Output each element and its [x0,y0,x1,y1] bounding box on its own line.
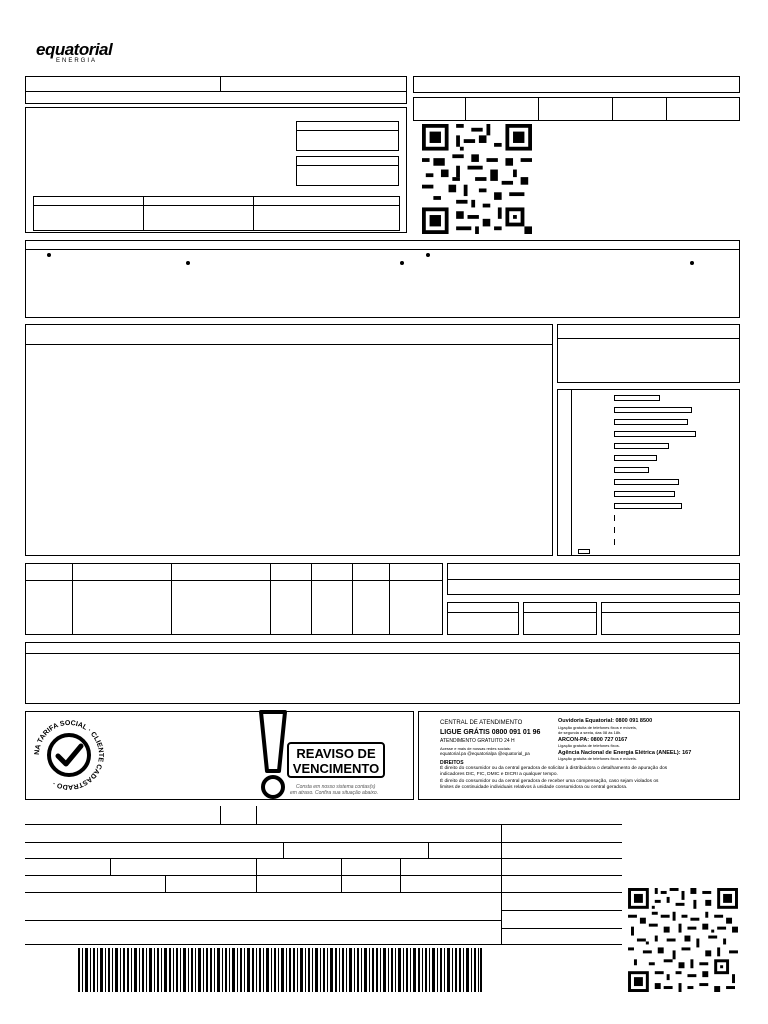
history-bar [614,419,688,425]
tarifa-social-seal [30,716,108,794]
bullet-marker [426,253,430,257]
reaviso-note-1: Consta em nosso sistema contas(s) [296,784,376,790]
reaviso-label [287,742,385,778]
tax-field-c [601,602,740,635]
history-bar [614,455,657,461]
meter-readings-table [25,563,443,635]
messages-box [25,642,740,704]
svg-text:NA TARIFA SOCIAL · CLIENTE CAD: NA TARIFA SOCIAL · CLIENTE CADASTRADO · [33,719,105,791]
direitos-text-3: É direito do consumidor ou da central geradora de receber uma compensação, caso sejam violados os [440,779,659,784]
direitos-text-2: indicadores DIC, FIC, DMIC e DICRI a qualquer tempo. [440,772,558,777]
arcon-note: Ligação gratuita de telefones fixos. [558,743,620,748]
ouvidoria-title: Ouvidoria Equatorial: 0800 091 8500 [558,718,653,724]
direitos-title: DIREITOS [440,760,464,766]
payment-qr-code [628,888,738,992]
info-subtable [33,196,400,231]
total-box [557,324,740,383]
pix-qr-code [419,124,535,234]
aneel-title: Agência Nacional de Energia Elétrica (ANEEL): 167 [558,750,692,756]
history-bar [614,395,660,401]
logo-subtitle: ENERGIA [56,58,98,64]
history-bar [614,467,649,473]
equatorial-logo [34,40,124,68]
bullet-marker [400,261,404,265]
payment-barcode [78,948,482,992]
history-bar [614,443,669,449]
reaviso-title-2: VENCIMENTO [292,761,380,776]
billing-items-box [25,324,553,556]
history-bar [614,431,696,437]
history-bar [578,549,590,554]
tax-field-a [447,602,519,635]
reaviso-title-1: REAVISO DE [296,746,376,761]
arcon-title: ARCON-PA: 0800 727 0167 [558,737,628,743]
central-title: CENTRAL DE ATENDIMENTO [440,720,523,726]
direitos-text-4: limites de continuidade individuais relativos à unidade consumidora ou central geradora. [440,785,628,790]
history-bar [614,479,679,485]
reaviso-note-2: em atraso. Confira sua situação abaixo. [290,790,379,796]
atendimento-gratuito: ATENDIMENTO GRATUITO 24 H [440,738,515,744]
stub-line [25,824,622,825]
social-handles: equatorial.pa @equatorialpa @equatorial_pa [440,751,530,756]
exclamation-icon [255,709,291,801]
client-header-box [25,76,407,104]
ouvidoria-note-1: Ligação gratuita de telefones fixos e móveis, [558,725,637,730]
ligue-gratis: LIGUE GRÁTIS 0800 091 01 96 [440,729,541,736]
aneel-note: Ligação gratuita de telefones fixos e móveis. [558,756,637,761]
bullet-marker [690,261,694,265]
social-lead: Acesse e mais de nossas redes sociais: [440,746,511,751]
history-bar [614,491,675,497]
bullet-marker [186,261,190,265]
due-header-box [413,76,740,93]
bullet-marker [47,253,51,257]
notices-box [25,240,740,318]
info-field-a [296,121,399,151]
direitos-text-1: É direito do consumidor ou da central geradora de solicitar à distribuidora o detalhamento de apuração dos [440,766,668,771]
info-field-b [296,156,399,186]
ouvidoria-note-2: de segunda a sexta, das 08 às 18h. [558,730,622,735]
tax-field-b [523,602,597,635]
history-bar [614,503,682,509]
history-bar [614,407,692,413]
due-values-box [413,97,740,121]
logo-wordmark: equatorial [36,40,113,59]
